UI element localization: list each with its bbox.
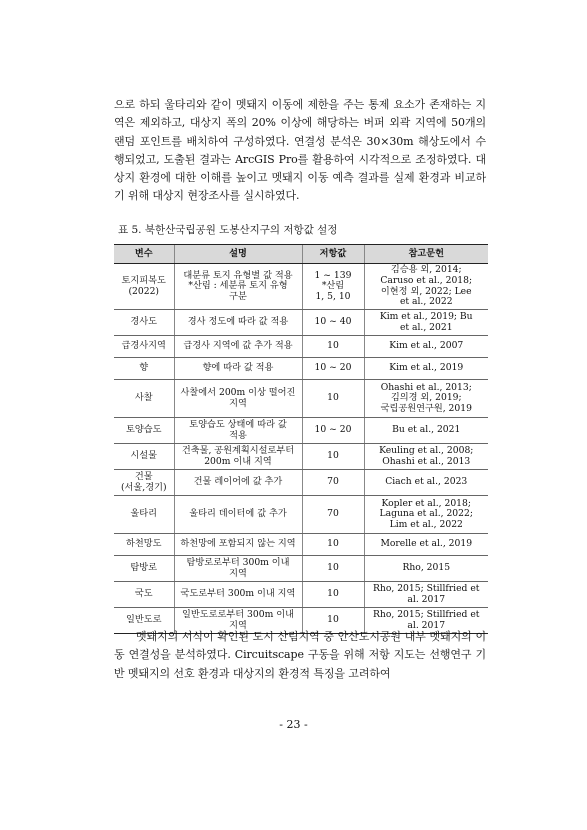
cell-variable: 하천망도 (114, 534, 174, 556)
table-row (114, 496, 488, 534)
table-row (114, 380, 488, 418)
cell-variable: 울타리 (114, 496, 174, 534)
table-row (114, 444, 488, 470)
cell-variable: 일반도로 (114, 608, 174, 634)
cell-reference: Kim et al., 2007 (364, 336, 488, 358)
table-row (114, 264, 488, 310)
cell-value: 10 (302, 608, 364, 634)
cell-value: 10 (302, 556, 364, 582)
cell-description: 향에 따라 값 적용 (174, 358, 302, 380)
header-value: 저항값 (302, 245, 364, 264)
table-row (114, 556, 488, 582)
cell-value: 1 ~ 139 *산림 1, 5, 10 (302, 264, 364, 310)
cell-variable: 시설물 (114, 444, 174, 470)
cell-reference: Ohashi et al., 2013; 김의경 외, 2019; 국립공원연구원, 2019 (364, 380, 488, 418)
cell-reference: Morelle et al., 2019 (364, 534, 488, 556)
cell-description: 국도로부터 300m 이내 지역 (174, 582, 302, 608)
table-row (114, 358, 488, 380)
cell-reference: 김승용 외, 2014; Caruso et al., 2018; 이현정 외, 2022; Lee et al., 2022 (364, 264, 488, 310)
cell-description: 대분류 토지 유형별 값 적용 *산림 : 세분류 토지 유형 구분 (174, 264, 302, 310)
cell-description: 울타리 데이터에 값 추가 (174, 496, 302, 534)
cell-reference: Keuling et al., 2008; Ohashi et al., 2013 (364, 444, 488, 470)
cell-value: 10 (302, 444, 364, 470)
cell-variable: 토양습도 (114, 418, 174, 444)
cell-reference: Kopler et al., 2018; Laguna et al., 2022; Lim et al., 2022 (364, 496, 488, 534)
cell-variable: 경사도 (114, 310, 174, 336)
table-row (114, 582, 488, 608)
header-reference: 참고문헌 (364, 245, 488, 264)
cell-description: 경사 정도에 따라 값 적용 (174, 310, 302, 336)
page-number: - 23 - (279, 718, 308, 731)
cell-variable: 토지피복도 (2022) (114, 264, 174, 310)
cell-variable: 건물 (서울,경기) (114, 470, 174, 496)
cell-description: 일반도로로부터 300m 이내 지역 (174, 608, 302, 634)
header-description: 설명 (174, 245, 302, 264)
cell-reference: Rho, 2015 (364, 556, 488, 582)
cell-description: 급경사 지역에 값 추가 적용 (174, 336, 302, 358)
cell-value: 70 (302, 496, 364, 534)
cell-description: 건축물, 공원계획시설로부터 200m 이내 지역 (174, 444, 302, 470)
table-row (114, 336, 488, 358)
cell-variable: 사찰 (114, 380, 174, 418)
cell-description: 토양습도 상태에 따라 값 적용 (174, 418, 302, 444)
cell-reference: Rho, 2015; Stillfried et al. 2017 (364, 608, 488, 634)
body-paragraph-2 (114, 628, 486, 683)
table-row (114, 470, 488, 496)
cell-value: 70 (302, 470, 364, 496)
paragraph-text: 멧돼지의 서식이 확인된 도시 산림지역 중 안산도시공원 내부 멧돼지의 이동 연결성을 분석하였다. Circuitscape 구동을 위해 저항 지도는 선행연구 기반 멧돼지의 선호 환경과 대상지의 환경적 특징을 고려하여 (114, 630, 486, 680)
cell-value: 10 ~ 20 (302, 358, 364, 380)
table-caption: 표 5. 북한산국립공원 도봉산지구의 저항값 설정 (118, 224, 338, 236)
cell-description: 탐방로로부터 300m 이내 지역 (174, 556, 302, 582)
cell-description: 사찰에서 200m 이상 떨어진 지역 (174, 380, 302, 418)
cell-reference: Ciach et al., 2023 (364, 470, 488, 496)
table-header-row (114, 245, 488, 264)
cell-value: 10 ~ 20 (302, 418, 364, 444)
cell-variable: 급경사지역 (114, 336, 174, 358)
cell-variable: 국도 (114, 582, 174, 608)
cell-reference: Kim et al., 2019; Bu et al., 2021 (364, 310, 488, 336)
cell-variable: 향 (114, 358, 174, 380)
body-paragraph-1 (114, 96, 486, 206)
table-row (114, 310, 488, 336)
cell-reference: Kim et al., 2019 (364, 358, 488, 380)
cell-value: 10 (302, 336, 364, 358)
cell-value: 10 (302, 380, 364, 418)
cell-reference: Bu et al., 2021 (364, 418, 488, 444)
resistance-table (114, 244, 488, 634)
cell-description: 하천망에 포함되지 않는 지역 (174, 534, 302, 556)
table-row (114, 534, 488, 556)
cell-reference: Rho, 2015; Stillfried et al. 2017 (364, 582, 488, 608)
cell-value: 10 ~ 40 (302, 310, 364, 336)
paragraph-text: 으로 하되 울타리와 같이 멧돼지 이동에 제한을 주는 통제 요소가 존재하는 지역은 제외하고, 대상지 폭의 20% 이상에 해당하는 버퍼 외곽 지역에 50개의 랜덤 포인트를 배치하여 구성하였다. 연결성 분석은 30×30m 해상도에서 수행되었고, 도출된 결과는 ArcGIS Pro를 활용하여 시각적으로 조정하였다. 대상지 환경에 대한 이해를 높이고 멧돼지 이동 예측 결과를 실제 환경과 비교하기 위해 대상지 현장조사를 실시하였다. (114, 98, 486, 203)
cell-value: 10 (302, 582, 364, 608)
cell-description: 건물 레이어에 값 추가 (174, 470, 302, 496)
table-row (114, 418, 488, 444)
cell-value: 10 (302, 534, 364, 556)
header-variable: 변수 (114, 245, 174, 264)
cell-variable: 탐방로 (114, 556, 174, 582)
